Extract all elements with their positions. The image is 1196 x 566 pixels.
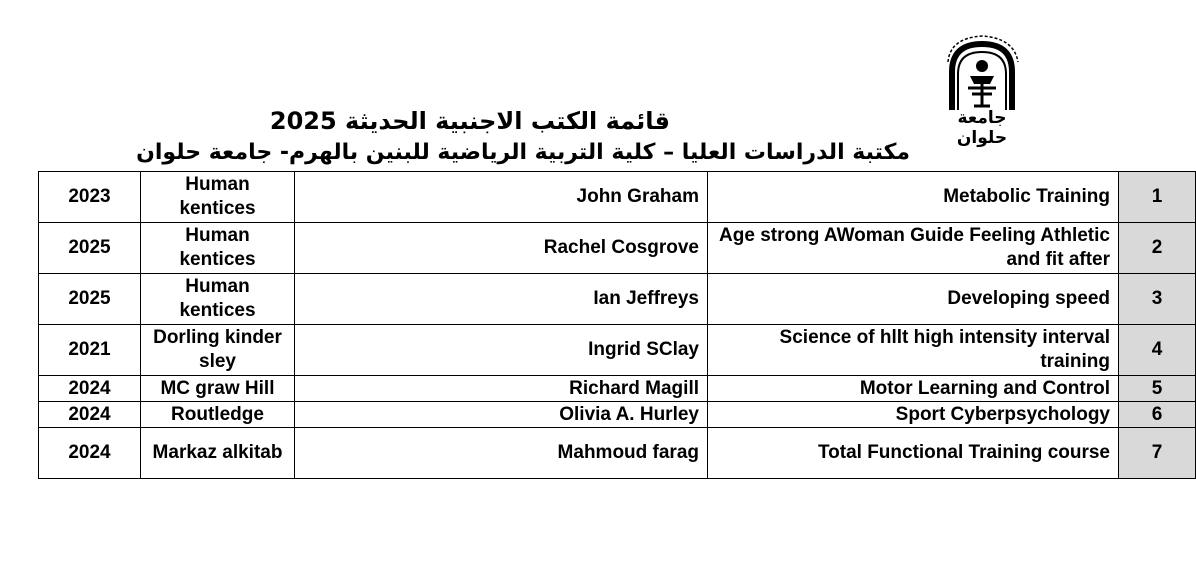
logo-caption: جامعة حلوان <box>956 108 1008 148</box>
author-cell: Olivia A. Hurley <box>295 402 708 428</box>
year-cell: 2025 <box>39 223 141 274</box>
book-title-cell: Motor Learning and Control <box>708 376 1119 402</box>
row-number-cell: 7 <box>1119 428 1196 479</box>
row-number-cell: 3 <box>1119 274 1196 325</box>
book-title-cell: Age strong AWoman Guide Feeling Athletic and fit after <box>708 223 1119 274</box>
table-row <box>39 428 1196 479</box>
year-cell: 2023 <box>39 172 141 223</box>
table-row <box>39 402 1196 428</box>
publisher-cell: Human kentices <box>141 274 295 325</box>
row-number-cell: 2 <box>1119 223 1196 274</box>
page-subtitle: مكتبة الدراسات العليا – كلية التربية الرياضية للبنين بالهرم- جامعة حلوان <box>136 140 910 165</box>
row-number-cell: 4 <box>1119 325 1196 376</box>
table-row <box>39 172 1196 223</box>
author-cell: Mahmoud farag <box>295 428 708 479</box>
row-number-cell: 6 <box>1119 402 1196 428</box>
publisher-cell: Human kentices <box>141 172 295 223</box>
publisher-cell: Markaz alkitab <box>141 428 295 479</box>
page-title: قائمة الكتب الاجنبية الحديثة 2025 <box>269 107 670 135</box>
books-table <box>38 171 1196 479</box>
year-cell: 2025 <box>39 274 141 325</box>
row-number-cell: 1 <box>1119 172 1196 223</box>
year-cell: 2024 <box>39 376 141 402</box>
table-row <box>39 325 1196 376</box>
book-title-cell: Developing speed <box>708 274 1119 325</box>
year-cell: 2024 <box>39 402 141 428</box>
book-title-cell: Metabolic Training <box>708 172 1119 223</box>
year-cell: 2021 <box>39 325 141 376</box>
book-title-cell: Science of hllt high intensity interval training <box>708 325 1119 376</box>
year-cell: 2024 <box>39 428 141 479</box>
table-row <box>39 274 1196 325</box>
row-number-cell: 5 <box>1119 376 1196 402</box>
author-cell: Ingrid SClay <box>295 325 708 376</box>
author-cell: Richard Magill <box>295 376 708 402</box>
publisher-cell: MC graw Hill <box>141 376 295 402</box>
publisher-cell: Human kentices <box>141 223 295 274</box>
publisher-cell: Dorling kinder sley <box>141 325 295 376</box>
table-row <box>39 376 1196 402</box>
author-cell: Ian Jeffreys <box>295 274 708 325</box>
book-title-cell: Sport Cyberpsychology <box>708 402 1119 428</box>
table-row <box>39 223 1196 274</box>
book-title-cell: Total Functional Training course <box>708 428 1119 479</box>
publisher-cell: Routledge <box>141 402 295 428</box>
author-cell: John Graham <box>295 172 708 223</box>
author-cell: Rachel Cosgrove <box>295 223 708 274</box>
